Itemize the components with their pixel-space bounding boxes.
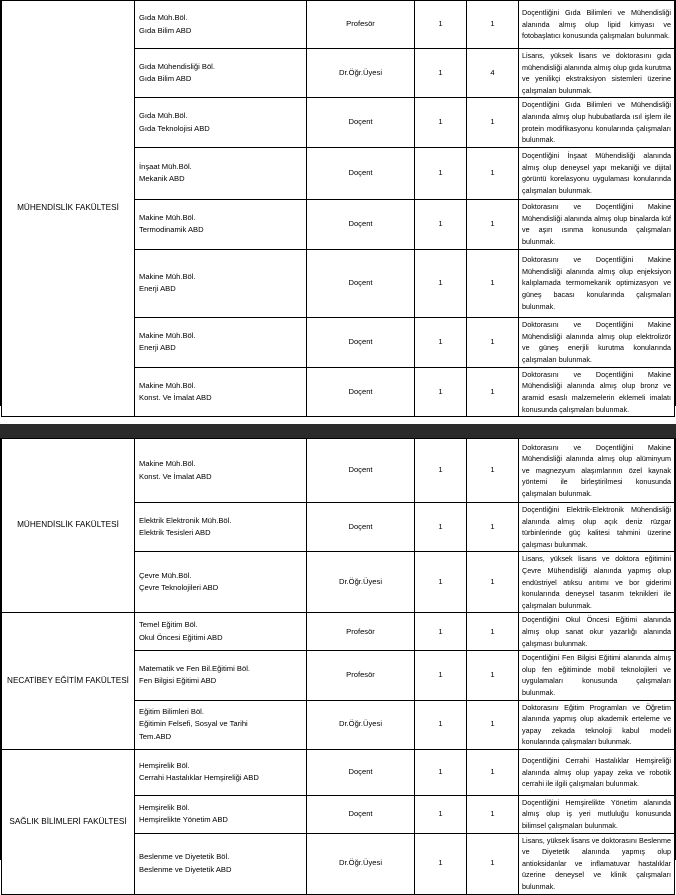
- description-cell: Doçentliğini Gıda Bilimleri ve Mühendisliği alanında almış olup hububatlarda ısıl işlem ile protein modifikasyonu konularında çalışmaları bulunmak.: [519, 98, 675, 147]
- count-cell: 1: [467, 749, 519, 795]
- count-cell: 1: [415, 795, 467, 833]
- department-line: Enerji ABD: [139, 284, 176, 294]
- count-cell: 1: [415, 199, 467, 249]
- title-cell: Profesör: [307, 1, 415, 49]
- count-cell: 1: [467, 700, 519, 749]
- department-line: Gıda Müh.Böl.: [139, 13, 188, 23]
- description-cell: Doktorasını Eğitim Programları ve Öğretim alanında yapmış olup akademik erteleme ve yapay zekada teknoloji kabul modeli konularında çalışmaları bulunmak.: [519, 700, 675, 749]
- count-cell: 1: [467, 1, 519, 49]
- title-cell: Doçent: [307, 199, 415, 249]
- department-cell: [135, 749, 307, 795]
- department-cell: [135, 199, 307, 249]
- count-cell: 1: [467, 98, 519, 147]
- description-cell: Doktorasını ve Doçentliğini Makine Mühendisliği alanında almış olup enjeksiyon kalıplamada termomekanik optimizasyon ve güneş bacası konularında çalışmaları bulunmak.: [519, 249, 675, 317]
- table-row: [2, 749, 675, 795]
- count-cell: 1: [415, 700, 467, 749]
- description-cell: Doktorasını ve Doçentliğini Makine Mühendisliği alanında almış olup bronz ve aramid esaslı malzemelerin eklemeli imalatı konusunda çalışmaları bulunmak.: [519, 367, 675, 416]
- department-cell: [135, 367, 307, 416]
- department-line: Gıda Teknolojisi ABD: [139, 123, 210, 133]
- department-line: Elektrik Tesisleri ABD: [139, 528, 211, 538]
- count-cell: 1: [467, 199, 519, 249]
- page-divider: [0, 424, 676, 438]
- table-page-1: [0, 0, 676, 414]
- description-cell: Doktorasını ve Doçentliğini Makine Mühendisliği alanında almış olup elektrolizör ve güneş enerjili kurutma konularında çalışmaları bulunmak.: [519, 317, 675, 367]
- count-cell: 1: [415, 439, 467, 503]
- department-cell: [135, 49, 307, 98]
- table-page-2: [0, 438, 676, 892]
- department-line: Konst. Ve İmalat ABD: [139, 392, 212, 402]
- department-line: Beslenme ve Diyetetik Böl.: [139, 852, 230, 862]
- description-cell: Doktorasını ve Doçentliğini Makine Mühendisliği alanında almış olup binalarda küf ve aşırı ısınma konusunda çalışmaları bulunmak.: [519, 199, 675, 249]
- title-cell: Doçent: [307, 795, 415, 833]
- department-line: Makine Müh.Böl.: [139, 271, 196, 281]
- department-line: Makine Müh.Böl.: [139, 212, 196, 222]
- department-line: Eğitimin Felsefi, Sosyal ve Tarihi: [139, 719, 248, 729]
- department-line: Temel Eğitim Böl.: [139, 620, 198, 630]
- count-cell: 1: [467, 651, 519, 700]
- count-cell: 1: [467, 833, 519, 894]
- department-line: Gıda Mühendisliği Böl.: [139, 61, 215, 71]
- department-cell: [135, 833, 307, 894]
- department-cell: [135, 249, 307, 317]
- count-cell: 1: [467, 795, 519, 833]
- title-cell: Doçent: [307, 249, 415, 317]
- department-line: Konst. Ve İmalat ABD: [139, 471, 212, 481]
- description-cell: Doçentliğini Okul Öncesi Eğitimi alanında almış olup sanat okur yazarlığı alanında çalışması bulunmak.: [519, 613, 675, 651]
- count-cell: 4: [467, 49, 519, 98]
- department-cell: [135, 147, 307, 199]
- department-cell: [135, 317, 307, 367]
- title-cell: Doçent: [307, 147, 415, 199]
- table-row: [2, 1, 675, 49]
- department-line: Makine Müh.Böl.: [139, 330, 196, 340]
- count-cell: 1: [415, 749, 467, 795]
- department-line: Cerrahi Hastalıklar Hemşireliği ABD: [139, 773, 259, 783]
- count-cell: 1: [415, 367, 467, 416]
- department-line: Hemşirelik Böl.: [139, 760, 190, 770]
- department-line: Gıda Bilim ABD: [139, 25, 192, 35]
- department-line: Makine Müh.Böl.: [139, 459, 196, 469]
- department-line: Tem.ABD: [139, 731, 172, 741]
- description-cell: Doçentliğini Elektrik-Elektronik Mühendisliği alanında almış olup açık deniz rüzgar türbinlerinde güç kalitesi tahmini üzerine çalışması bulunmak.: [519, 503, 675, 552]
- title-cell: Profesör: [307, 613, 415, 651]
- description-cell: Lisans, yüksek lisans ve doktorasını gıda mühendisliği alanında almış olup gıda kurutma ve yenilikçi ekstraksiyon sistemleri üzerine çalışmaları bulunmak.: [519, 49, 675, 98]
- department-line: Gıda Bilim ABD: [139, 74, 192, 84]
- department-line: Çevre Müh.Böl.: [139, 570, 192, 580]
- department-line: Gıda Müh.Böl.: [139, 111, 188, 121]
- description-cell: Doçentliğini Cerrahi Hastalıklar Hemşireliği alanında almış olup yapay zeka ve robotik cerrahi ile ilgili çalışmaları bulunmak.: [519, 749, 675, 795]
- title-cell: Doçent: [307, 749, 415, 795]
- description-cell: Doçentliğini Hemşirelikte Yönetim alanında almış olup iş yeri mutluluğu konusunda bilimsel çalışmaları bulunmak.: [519, 795, 675, 833]
- title-cell: Doçent: [307, 367, 415, 416]
- department-line: Eğitim Bilimleri Böl.: [139, 707, 204, 717]
- count-cell: 1: [467, 439, 519, 503]
- faculty-cell: MÜHENDİSLİK FAKÜLTESİ: [2, 439, 135, 613]
- count-cell: 1: [415, 49, 467, 98]
- description-cell: Doçentliğini Gıda Bilimleri ve Mühendisliği alanında almış olup lipid kimyası ve fotobaşlatıcı konusunda çalışmaları bulunmak.: [519, 1, 675, 49]
- title-cell: Doçent: [307, 98, 415, 147]
- description-cell: Doçentliğini İnşaat Mühendisliği alanında almış olup deneysel yapı mekaniği ve dijital görüntü korelasyonu uygulaması konularında çalışmaları bulunmak.: [519, 147, 675, 199]
- count-cell: 1: [467, 147, 519, 199]
- department-cell: [135, 552, 307, 613]
- department-line: Çevre Teknolojileri ABD: [139, 583, 219, 593]
- department-cell: [135, 503, 307, 552]
- faculty-cell: MÜHENDİSLİK FAKÜLTESİ: [2, 1, 135, 417]
- department-cell: [135, 613, 307, 651]
- department-cell: [135, 1, 307, 49]
- department-line: Hemşirelik Böl.: [139, 802, 190, 812]
- count-cell: 1: [415, 651, 467, 700]
- faculty-cell: NECATİBEY EĞİTİM FAKÜLTESİ: [2, 613, 135, 750]
- department-cell: [135, 795, 307, 833]
- department-cell: [135, 98, 307, 147]
- count-cell: 1: [467, 317, 519, 367]
- count-cell: 1: [415, 552, 467, 613]
- department-line: Makine Müh.Böl.: [139, 380, 196, 390]
- department-cell: [135, 439, 307, 503]
- department-line: Mekanik ABD: [139, 174, 185, 184]
- count-cell: 1: [467, 613, 519, 651]
- table-row: [2, 613, 675, 651]
- count-cell: 1: [415, 98, 467, 147]
- department-line: Matematik ve Fen Bil.Eğitimi Böl.: [139, 663, 250, 673]
- count-cell: 1: [415, 147, 467, 199]
- count-cell: 1: [415, 317, 467, 367]
- count-cell: 1: [415, 833, 467, 894]
- count-cell: 1: [415, 503, 467, 552]
- count-cell: 1: [415, 613, 467, 651]
- count-cell: 1: [467, 249, 519, 317]
- title-cell: Dr.Öğr.Üyesi: [307, 833, 415, 894]
- department-line: Beslenme ve Diyetetik ABD: [139, 864, 232, 874]
- description-cell: Lisans, yüksek lisans ve doktora eğitimini Çevre Mühendisliği alanında yapmış olup endüstriyel atıksu arıtımı ve bor giderimi konularında deneysel tasarım teknikleri ile çalışmaları bulunmak.: [519, 552, 675, 613]
- description-cell: Doktorasını ve Doçentliğini Makine Mühendisliği alanında almış olup alüminyum ve magnezyum alaşımlarının özel kaynak yöntemi ile birleştirilmesi konusunda çalışmaları bulunmak.: [519, 439, 675, 503]
- title-cell: Doçent: [307, 439, 415, 503]
- department-line: Okul Öncesi Eğitimi ABD: [139, 632, 223, 642]
- title-cell: Dr.Öğr.Üyesi: [307, 49, 415, 98]
- title-cell: Doçent: [307, 503, 415, 552]
- faculty-cell: SAĞLIK BİLİMLERİ FAKÜLTESİ: [2, 749, 135, 894]
- department-cell: [135, 651, 307, 700]
- department-line: Hemşirelikte Yönetim ABD: [139, 815, 228, 825]
- count-cell: 1: [467, 503, 519, 552]
- department-line: İnşaat Müh.Böl.: [139, 161, 192, 171]
- department-line: Termodinamik ABD: [139, 225, 204, 235]
- description-cell: Doçentliğini Fen Bilgisi Eğitimi alanında almış olup fen eğitiminde mobil teknolojileri ve uygulamaları konusunda çalışmaları bulunmak.: [519, 651, 675, 700]
- count-cell: 1: [467, 367, 519, 416]
- table-row: [2, 439, 675, 503]
- count-cell: 1: [467, 552, 519, 613]
- title-cell: Profesör: [307, 651, 415, 700]
- count-cell: 1: [415, 1, 467, 49]
- description-cell: Lisans, yüksek lisans ve doktorasını Beslenme ve Diyetetik alanında yapmış olup antioksidanlar ve inflamatuvar hastalıklar üzerine deneysel ve klinik çalışmaları bulunmak.: [519, 833, 675, 894]
- department-line: Enerji ABD: [139, 343, 176, 353]
- department-line: Fen Bilgisi Eğitimi ABD: [139, 676, 217, 686]
- title-cell: Dr.Öğr.Üyesi: [307, 700, 415, 749]
- department-cell: [135, 700, 307, 749]
- count-cell: 1: [415, 249, 467, 317]
- title-cell: Dr.Öğr.Üyesi: [307, 552, 415, 613]
- department-line: Elektrik Elektronik Müh.Böl.: [139, 515, 232, 525]
- title-cell: Doçent: [307, 317, 415, 367]
